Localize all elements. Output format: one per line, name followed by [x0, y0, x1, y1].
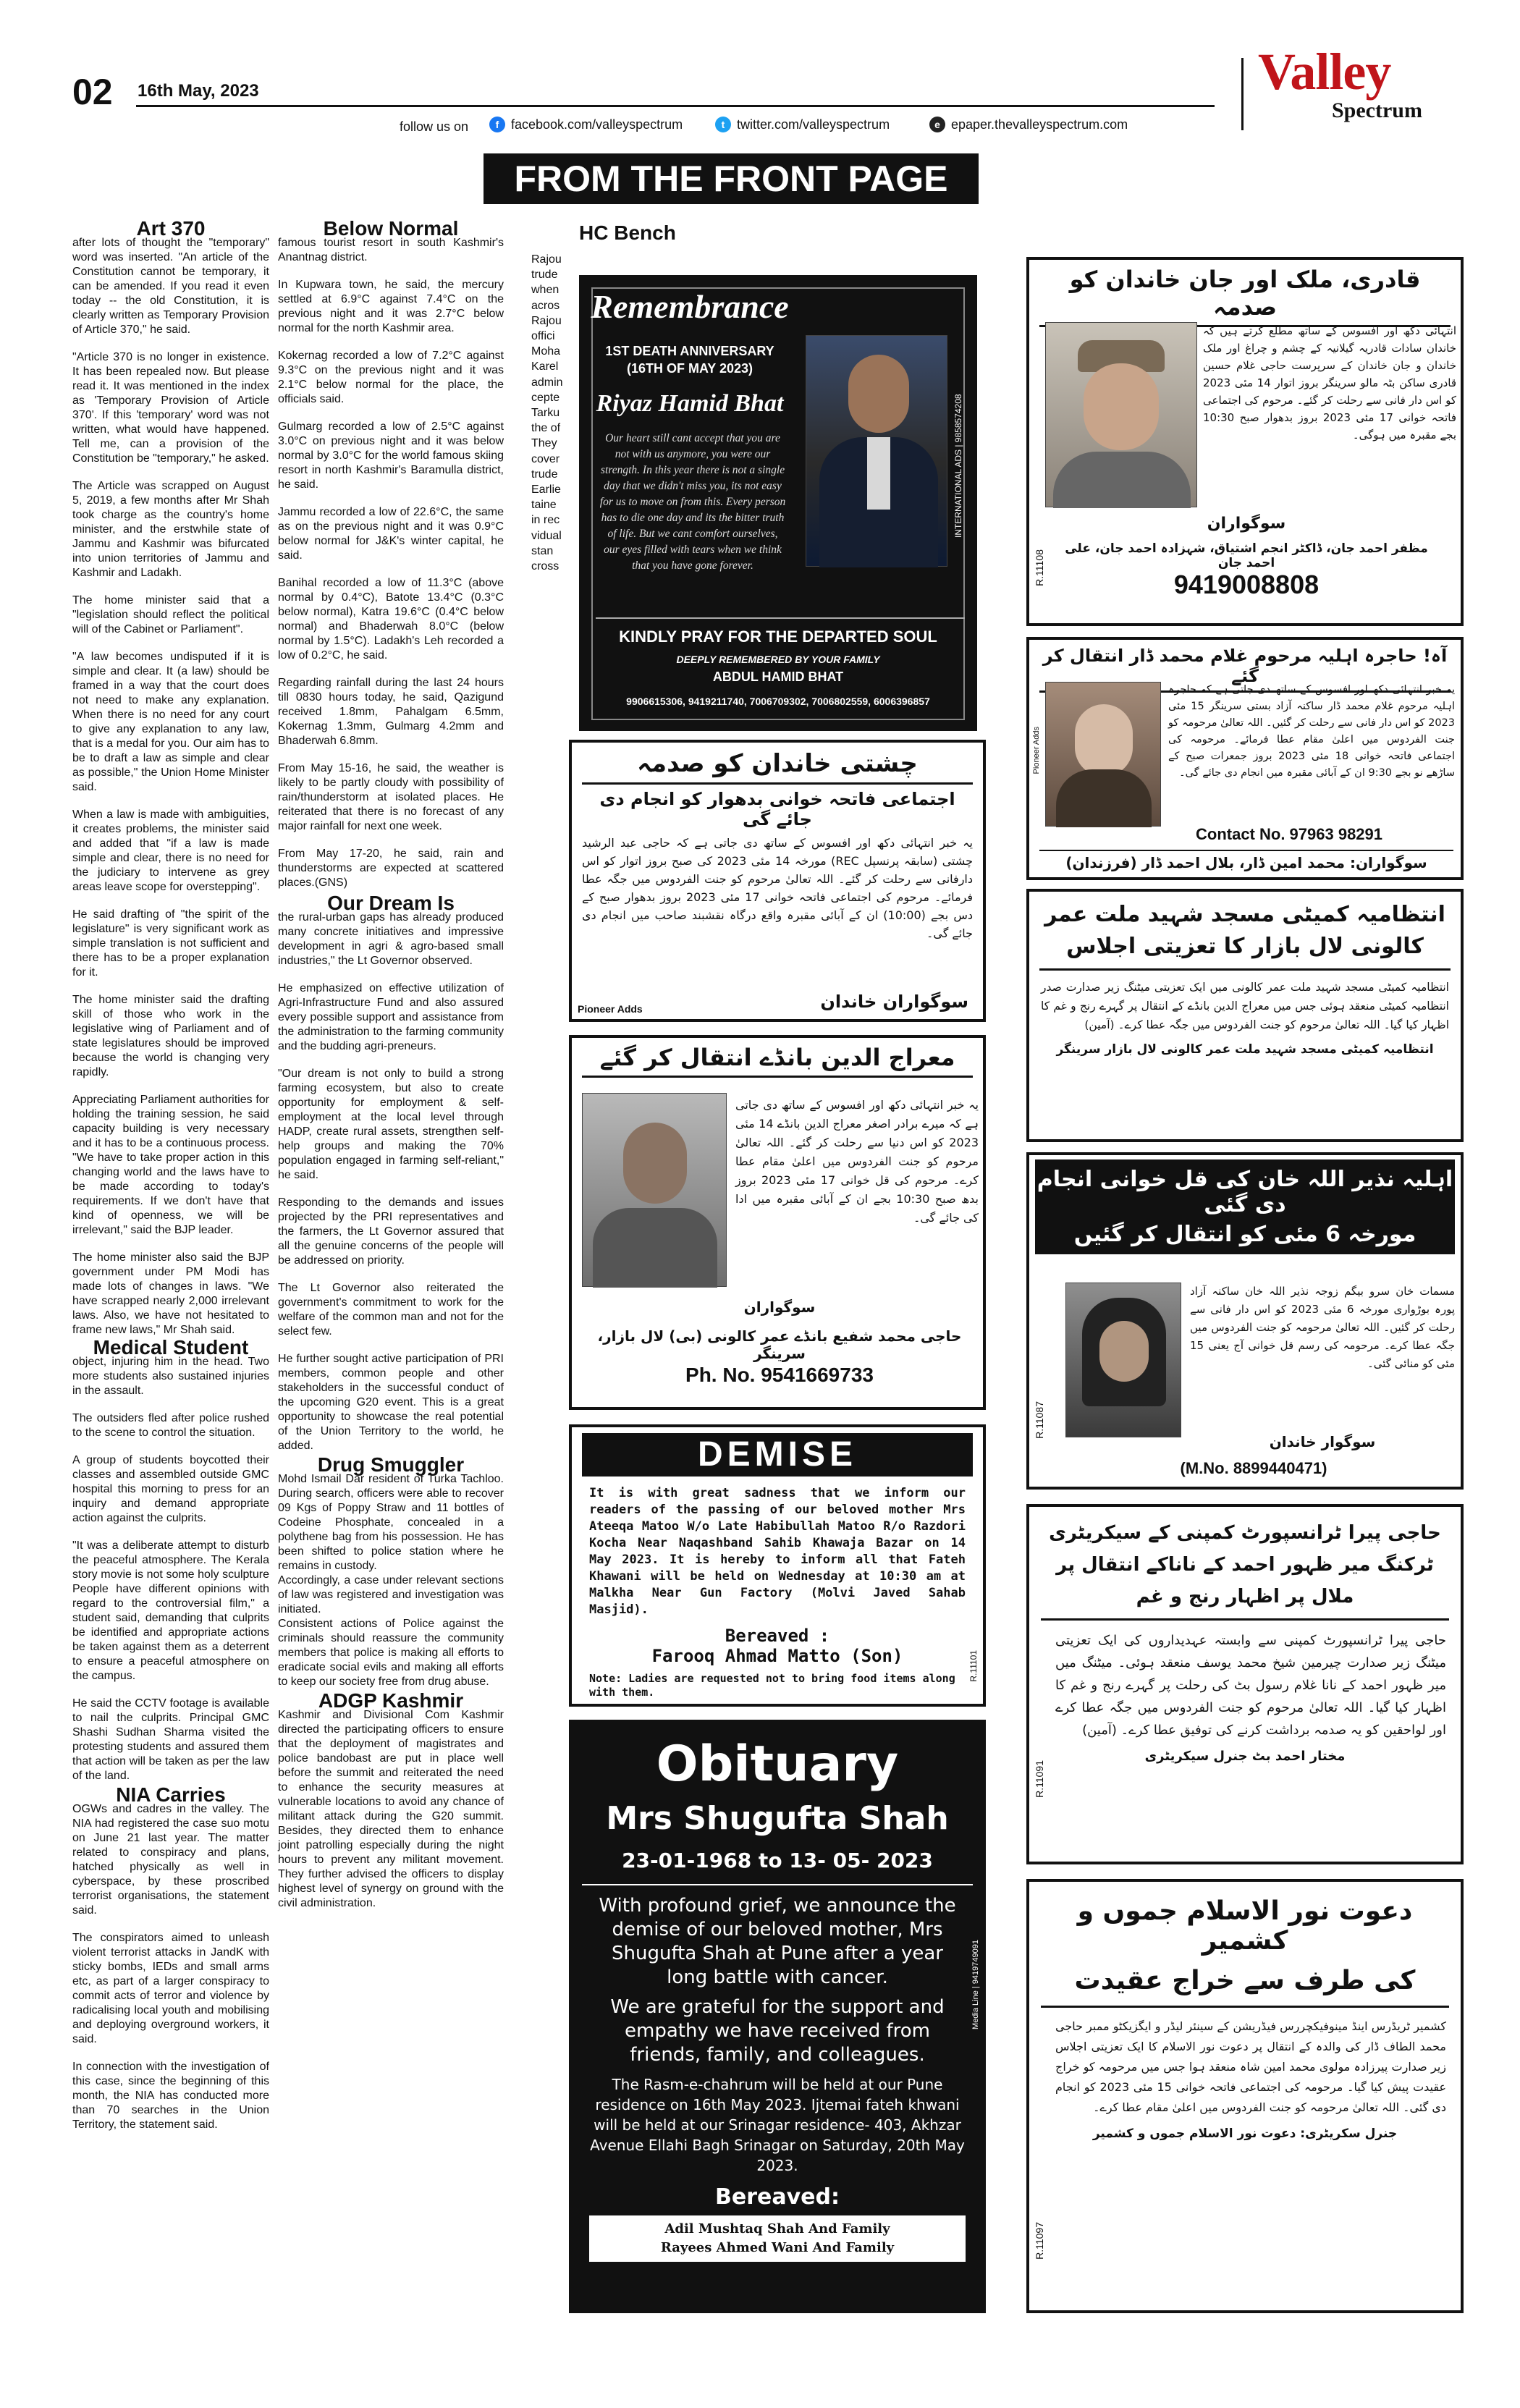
hajra-bereaved: سوگواران: محمد امین ڈار، بلال احمد ڈار (فرزندان) — [1039, 850, 1453, 871]
obituary-gratitude: We are grateful for the support and empathy we have received from friends, family, and colleagues. — [610, 1996, 945, 2066]
demise-body: It is with great sadness that we inform our readers of the passing of our beloved mother Mrs Ateeqa Matoo W/o Late Habibullah Matoo R/o Razdori Kocha Near Naqashband Sahib Khawaja Bazar on 14 May 2023. It is hereby to inform all that Fateh Khawani will be held on Wednesday at 10:30 am at Malkha Near Gun Factory (Molvi Javed Sahab Masjid). — [589, 1486, 966, 1617]
chishti-ad — [569, 740, 986, 1022]
agency-side-text: Media Line | 9419749091 — [971, 1940, 980, 2029]
text-fragment: Rajou — [531, 314, 562, 327]
article-paragraph: The home minister also said the BJP government under PM Modi has made lots of changes in laws. "We have scrapped nearly 2,000 irrelevant laws. Also, we have not hesitated to frame new laws," Mr Shah said. — [72, 1251, 269, 1336]
article-paragraph: Appreciating Parliament authorities for holding the training session, he said capacity building is very necessary and it has to be a continuous process. "We have to take proper action in this changing world and the laws have to be made according to today's requirements. If we don't have that kind of openness, we will be irrelevant," said the BJP leader. — [72, 1094, 269, 1236]
dawat-subtitle: کی طرف سے خراج عقیدت — [1041, 1966, 1449, 2008]
text-fragment: vidual — [531, 529, 562, 542]
page-number: 02 — [72, 72, 113, 112]
nazir-title-box — [1035, 1159, 1455, 1254]
chishti-bereaved: سوگواران خاندان — [820, 992, 968, 1012]
dawat-body: کشمیر ٹریڈرس اینڈ مینوفیکچررس فیڈریشن کے سینئر لیڈر و ایگزیکٹو ممبر حاجی محمد الطاف ڈار کی والدہ کے انتقال پر دعوت نور الاسلام کا ایک تعزیتی اجلاس زیر صدارت پیرزادہ مولوی محمد امین شاہ منعقد ہوا جس میں مرحومہ کو خراج عقیدت پیش کیا گیا۔ مرحومہ کی اجتماعی فاتحہ خوانی 15 مئی 2023 کو انجام دی گئی۔ اللہ تعالیٰ مرحومہ کو جنت الفردوس میں اعلیٰ مقام عطا کرے۔ — [1055, 2019, 1447, 2114]
deceased-photo — [1045, 682, 1161, 827]
text-fragment: cross — [531, 560, 560, 573]
nazir-phone: (M.No. 8899440471) — [1180, 1459, 1327, 1477]
obituary-announce: With profound grief, we announce the demise of our beloved mother, Mrs Shugufta Shah at Pune after a year long battle with cancer. — [599, 1895, 956, 1988]
headline-nia-carries: NIA Carries — [116, 1783, 226, 1806]
article-paragraph: He said the CCTV footage is available to nail the culprits. Principal GMC Shashi Sudhan Sharma visited the protesting students and assured them that action will be taken as per the law of the land. — [72, 1697, 269, 1782]
logo-divider — [1241, 58, 1244, 130]
ad-code: R.11097 — [1034, 2222, 1045, 2260]
follow-label: follow us on — [400, 119, 469, 134]
qadri-names: مظفر احمد جان، ڈاکٹر انجم اشتیاق، شہزادہ احمد جان، علی احمد جان — [1065, 541, 1428, 570]
merajuddin-address: حاجی محمد شفیع بانڈے عمر کالونی (بی) لال بازار، سرینگر — [597, 1327, 962, 1362]
article-paragraph: Jammu recorded a low of 22.6°C, the same as on the previous night and it was 0.9°C below normal for J&K's winter capital, he said. — [278, 506, 504, 562]
article-paragraph: object, injuring him in the head. Two more students also sustained injuries in the assault. — [72, 1356, 269, 1397]
chishti-title: چشتی خاندان کو صدمہ — [582, 748, 973, 785]
article-paragraph: A group of students boycotted their classes and assembled outside GMC hospital this morning to press for an inquiry and demand appropriate action against the culprits. — [72, 1454, 269, 1524]
article-paragraph: famous tourist resort in south Kashmir's Anantnag district. — [278, 237, 504, 263]
nazir-ad — [1026, 1152, 1464, 1490]
article-paragraph: He further sought active participation of PRI members, common people and other stakeholders in the successful conduct of the upcoming G20 event. This is a great opportunity to showcase the real potential of the Union Territory to the world, he added. — [278, 1353, 504, 1452]
column-3-fragments — [531, 252, 575, 574]
text-fragment: stan — [531, 544, 554, 557]
chishti-subtitle: اجتماعی فاتحہ خوانی بدھوار کو انجام دی جائے گی — [599, 789, 955, 829]
text-fragment: trude — [531, 269, 558, 282]
article-paragraph: Mohd Ismail Dar resident of Turka Tachloo. During search, officers were able to recover 09 Kgs of Poppy Straw and 11 bottles of Codeine Phosphate, concealed in a polythene bag from his possession. He has been shifted to police station where he remains in custody. — [278, 1473, 504, 1572]
obituary-name: Mrs Shugufta Shah — [606, 1800, 949, 1837]
agency-side-text: INTERNATIONAL ADS | 9858574208 — [953, 394, 963, 538]
article-paragraph: "It was a deliberate attempt to disturb the peaceful atmosphere. The Kerala story movie is not some holy sculpture People have different opinions with regard to the controversial film," a student said, demanding that culprits be identified and appropriate actions be taken against them as a deterrent to ensure a peaceful atmosphere on the campus. — [72, 1539, 269, 1682]
merajuddin-bereaved: سوگواران — [743, 1298, 816, 1316]
headline-adgp-kashmir: ADGP Kashmir — [318, 1689, 464, 1712]
article-paragraph: The Lt Governor also reiterated the government's commitment to work for the welfare of the common man and not for the select few. — [278, 1282, 504, 1338]
bereaved-label: Bereaved : — [725, 1626, 830, 1646]
deceased-photo — [806, 335, 947, 567]
obituary-bereaved-2: Rayees Ahmed Wani And Family — [660, 2240, 895, 2255]
issue-date: 16th May, 2023 — [138, 81, 259, 101]
text-fragment: Karel — [531, 360, 559, 373]
headline-hc-bench: HC Bench — [579, 221, 676, 244]
article-paragraph: the rural-urban gaps has already produced many concrete initiatives and impressive development in agri & agro-based small industries," the Lt Governor observed. — [278, 911, 504, 967]
text-fragment: offici — [531, 330, 555, 343]
demise-ad — [569, 1424, 986, 1707]
nazir-subtitle: مورخہ 6 مئی کو انتقال کر گئیں — [1073, 1222, 1416, 1247]
nazir-bereaved: سوگوار خاندان — [1269, 1433, 1376, 1450]
agency-side-text: Pioneer Adds — [1032, 727, 1041, 774]
text-fragment: Moha — [531, 345, 561, 358]
pray-line: KINDLY PRAY FOR THE DEPARTED SOUL — [619, 628, 937, 646]
column-1 — [72, 217, 269, 2145]
article-paragraph: In connection with the investigation of this case, since the beginning of this month, the NIA has conducted more than 70 searches in the Union Territory, the statement said. — [72, 2061, 269, 2131]
anniversary-date: (16TH OF MAY 2023) — [626, 361, 753, 376]
epaper-url[interactable]: epaper.thevalleyspectrum.com — [951, 117, 1128, 132]
globe-icon: e — [929, 117, 945, 132]
text-fragment: cepte — [531, 391, 560, 404]
obituary-bereaved-1: Adil Mushtaq Shah And Family — [664, 2221, 890, 2236]
qadri-bereaved: سوگواران — [1207, 515, 1286, 533]
demise-note: Note: Ladies are requested not to bring food items along with them. — [589, 1672, 955, 1699]
text-fragment: They — [531, 437, 557, 450]
article-paragraph: From May 15-16, he said, the weather is likely to be partly cloudy with possibility of rain/thunderstorm at isolated places. He reiterated that there is no forecast of any major rainfall for next one week. — [278, 762, 504, 832]
article-paragraph: Kokernag recorded a low of 7.2°C against 9.3°C on the previous night and it was 2.1°C below normal for the place, the officials said. — [278, 350, 504, 405]
ad-code: R.11091 — [1034, 1760, 1045, 1798]
text-fragment: Rajou — [531, 253, 562, 266]
ad-code: R.11108 — [1034, 549, 1045, 586]
obituary-dates: 23-01-1968 to 13- 05- 2023 — [622, 1849, 933, 1872]
article-paragraph: Kashmir and Divisional Com Kashmir directed the participating officers to ensure that the deployment of magistrates and police bandobast are put in place well before the summit and reiterated the need to enhance the security measures at vulnerable locations to avoid any chance of militant attack during the G20 summit. Besides, they directed them to enhance joint patrolling especially during the night hours to prevent any militant movement. They further advised the officers to display highest level of synergy on ground with the civil administration. — [278, 1709, 504, 1909]
article-paragraph: The conspirators aimed to unleash violent terrorist attacks in JandK with sticky bombs, IEDs and small arms etc, as part of a larger conspiracy to commit acts of terror and violence by radicalising local youth and mobilising and deploying overground workers, it said. — [72, 1932, 269, 2045]
demise-title: DEMISE — [582, 1433, 973, 1477]
article-paragraph: Consistent actions of Police against the criminals should reassure the community members that police is making all efforts to eradicate social evils and making all efforts to keep our society free from drug abuse. — [278, 1618, 504, 1688]
qadri-phone: 9419008808 — [1173, 570, 1320, 599]
text-fragment: cover — [531, 452, 560, 465]
article-paragraph: OGWs and cadres in the valley. The NIA had registered the case suo motu on June 21 last year. The matter related to conspiracy and plans, hatched physically as well in cyberspace, by these proscribed terrorist organisations, the statement said. — [72, 1803, 269, 1917]
twitter-icon: t — [715, 117, 731, 132]
merajuddin-title: معراج الدین بانڈے انتقال کر گئے — [582, 1044, 973, 1078]
bereaved-label: Bereaved: — [715, 2184, 840, 2210]
article-paragraph: When a law is made with ambiguities, it creates problems, the minister said and added that "if a law is made simple and clear, there is no need for the judiciary to intervene as grey areas leave scope for overstepping". — [72, 808, 269, 893]
article-paragraph: He said drafting of "the spirit of the legislature" is very significant work as simple translation is not sufficient and there has to be a proper explanation for it. — [72, 908, 269, 979]
article-paragraph: From May 17-20, he said, rain and thunderstorms are expected at scattered places.(GNS) — [278, 848, 504, 889]
qadri-title: قادری، ملک اور جان خاندان کو صدمہ — [1039, 266, 1451, 327]
logo-spectrum: Spectrum — [1332, 98, 1422, 122]
article-paragraph: Responding to the demands and issues projected by the PRI representatives and the farmers, the Lt Governor assured that all the genuine concerns of the people will be addressed on priority. — [278, 1196, 504, 1267]
facebook-icon: f — [489, 117, 505, 132]
merajuddin-ad — [569, 1035, 986, 1410]
headline-below-normal: Below Normal — [323, 217, 459, 240]
dawat-ad — [1026, 1879, 1464, 2313]
contact-phones: 9906615306, 9419211740, 7006709302, 7006802559, 6006396857 — [626, 696, 930, 707]
ad-code: R.11087 — [1034, 1401, 1045, 1439]
text-fragment: when — [531, 284, 560, 297]
article-paragraph: Accordingly, a case under relevant sections of law was registered and investigation was initiated. — [278, 1574, 504, 1615]
masjid-sign: انتظامیہ کمیٹی مسجد شہید ملت عمر کالونی لال بازار سرینگر — [1056, 1042, 1434, 1057]
deceased-photo — [1045, 322, 1197, 507]
agency-name: Pioneer Adds — [578, 1003, 643, 1015]
headline-our-dream-is: Our Dream Is — [327, 892, 455, 914]
anniversary-label: 1ST DEATH ANNIVERSARY — [605, 344, 774, 358]
hajra-body: یہ خبر انتہائی دکھ اور افسوس کے ساتھ دی جاتی ہے کہ حاجرہ اہلیہ مرحوم غلام محمد ڈار ساکنہ آزاد بستی سرینگر 15 مئی 2023 کو اس دار فانی سے رحلت کر گئیں۔ اللہ تعالیٰ مرحومہ کو جنت الفردوس میں اعلیٰ مقام عطا فرمائے۔ مرحومہ کی اجتماعی فاتحہ خوانی 18 مئی 2023 بروز جمعرات صبح کے ساڑھے نو بجے 9:30 ان کے آبائی مقبرہ میں انجام دی جائے گی۔ — [1168, 684, 1456, 779]
twitter-url[interactable]: twitter.com/valleyspectrum — [737, 117, 890, 132]
text-fragment: taine — [531, 499, 557, 512]
hajra-contact: Contact No. 97963 98291 — [1196, 825, 1383, 843]
hajra-ad — [1026, 637, 1464, 880]
chishti-body: یہ خبر انتہائی دکھ اور افسوس کے ساتھ دی جاتی ہے کہ حاجی عبد الرشید چشتی (سابقہ پرنسپل REC) مورخہ 14 مئی 2023 کی صبح بروز اتوار کو اس دارفانی سے رحلت کر گئے۔ اللہ تعالیٰ مرحوم کو جنت الفردوس میں جگہ عطا فرمائے۔ مرحوم کی اجتماعی فاتحہ خوانی 17 مئی 2023 بروز بدھوار صبح کے دس بجے (10:00) ان کے آبائی مقبرہ واقع درگاہ نقشبند صاحب میں انجام دی جائے گی۔ — [582, 836, 974, 940]
masjid-ad — [1026, 889, 1464, 1142]
text-fragment: the of — [531, 422, 561, 435]
haji-pira-title: حاجی پیرا ٹرانسپورٹ کمپنی کے سیکریٹری ٹرکنگ میر ظہور احمد کے ناناکے انتقال پر ملال پر اظہار رنج و غم — [1041, 1517, 1449, 1621]
date-bar — [136, 80, 1215, 107]
demise-bereaved: Farooq Ahmad Matto (Son) — [651, 1646, 903, 1666]
merajuddin-body: یہ خبر انتہائی دکھ اور افسوس کے ساتھ دی جاتی ہے کہ میرے برادر اصغر معراج الدین بانڈے 14 مئی 2023 کو اس دنیا سے رحلت کر گئے۔ اللہ تعالیٰ مرحوم کو جنت الفردوس میں اعلیٰ مقام عطا کرے۔ مرحوم کی قل خوانی 17 مئی 2023 بروز بدھ صبح 10:30 بجے ان کے آبائی مقبرہ میں ادا کی جائے گی۔ — [735, 1098, 979, 1225]
hajra-title: آہ! حاجرہ اہلیہ مرحوم غلام محمد ڈار انتقال کر گئے — [1039, 646, 1451, 693]
deceased-photo — [1065, 1283, 1181, 1437]
epaper-link[interactable] — [929, 117, 1128, 132]
deceased-name: Riyaz Hamid Bhat — [596, 390, 784, 417]
nazir-title: اہلیہ نذیر اللہ خان کی قل خوانی انجام دی گئی — [1036, 1167, 1453, 1217]
qadri-body: انتہائی دکھ اور افسوس کے ساتھ مطلع کرتے ہیں کہ خاندان سادات قادریہ گیلانیہ کے چشم و چراغ اور ملک خاندان و جان خاندان کے سرپرست حاجی غلام حسین قادری ساکن بٹہ مالو سرینگر بروز اتوار 14 مئی 2023 کو اس دار فانی سے رحلت کر گئے۔ مرحوم کی اجتماعی فاتحہ خوانی 17 مئی 2023 بروز بدھوار صبح 10:30 بجے مقبرہ میں ہوگی۔ — [1203, 324, 1456, 442]
dawat-sign: جنرل سکریٹری: دعوت نور الاسلام جموں و کشمیر — [1092, 2126, 1398, 2141]
remembered-by: DEEPLY REMEMBERED BY YOUR FAMILY — [676, 654, 880, 665]
dawat-title: دعوت نور الاسلام جموں و کشمیر — [1077, 1896, 1413, 1956]
remembered-by-name: ABDUL HAMID BHAT — [712, 669, 844, 684]
remembrance-title: Remembrance — [591, 288, 789, 325]
haji-pira-ad — [1026, 1504, 1464, 1864]
headline-drug-smuggler: Drug Smuggler — [317, 1453, 465, 1476]
nazir-body: مسمات خان سرو بیگم زوجہ نذیر اللہ خان ساکنہ آزاد پورہ بوڑواری مورخہ 6 مئی 2023 کو اس دار فانی سے رحلت کر گئیں۔ اللہ تعالیٰ مرحومہ کو جنت الفردوس میں جگہ عطا کرے۔ مرحومہ کی رسم قل خوانی آج یعنی 15 مئی کو منائی گئی۔ — [1190, 1285, 1455, 1370]
article-paragraph: The Article was scrapped on August 5, 2019, a few months after Mr Shah took charge as the country's home minister, and the erstwhile state of Jammu and Kashmir was bifurcated into union territories of Jammu and Kashmir and Ladakh. — [72, 480, 269, 579]
article-paragraph: The outsiders fled after police rushed to the scene to control the situation. — [72, 1412, 269, 1439]
headline-art-370: Art 370 — [136, 217, 206, 240]
article-paragraph: The home minister said the drafting skill of those who work in the legislative wing of Parliament and of state legislatures should be improved because the world is changing very rapidly. — [72, 994, 269, 1078]
article-paragraph: In Kupwara town, he said, the mercury settled at 6.9°C against 7.4°C on the previous night and it was 2.7°C below normal for the north Kashmir area. — [278, 279, 504, 334]
text-fragment: trude — [531, 468, 558, 481]
article-paragraph: after lots of thought the "temporary" word was inserted. "An article of the Constitution cannot be temporary, it can be amended. If you read it even today -- the old Constitution, it is clearly written as Temporary Provision of Article 370," he said. — [72, 237, 269, 336]
article-paragraph: "Article 370 is no longer in existence. It has been repealed now. But please read it. It was mentioned in the index as 'Temporary Provision of Article 370'. If this 'temporary' word was not written, what would have happened. Tell me, can a provision of the Constitution be "temporary," he asked. — [72, 351, 269, 465]
text-fragment: Tarku — [531, 407, 560, 420]
text-fragment: Earlie — [531, 483, 561, 497]
ad-code: R.11101 — [968, 1650, 979, 1682]
qadri-ad — [1026, 257, 1464, 626]
text-fragment: in rec — [531, 514, 560, 527]
obituary-schedule: The Rasm-e-chahrum will be held at our Pune residence on 16th May 2023. Ijtemai fateh khwani will be held at our Srinagar residence- 403, Akhzar Avenue Ellahi Bagh Srinagar on Saturday, 20th May 2023. — [590, 2076, 965, 2174]
obituary-bereaved-box — [589, 2215, 966, 2262]
article-paragraph: Gulmarg recorded a low of 2.5°C against 3.0°C on previous night and it was below normal by 3.0°C for the world famous skiing resort in north Kashmir's Baramulla district, he said. — [278, 421, 504, 491]
article-paragraph: The home minister said that a "legislation should reflect the political will of the Cabinet or Parliament". — [72, 594, 269, 635]
facebook-link[interactable] — [489, 117, 683, 132]
masjid-title: انتظامیہ کمیٹی مسجد شہید ملت عمر کالونی لال بازار کا تعزیتی اجلاس — [1039, 899, 1451, 971]
remembrance-ad — [579, 275, 977, 731]
text-fragment: admin — [531, 376, 563, 389]
column-2 — [278, 217, 504, 1924]
facebook-url[interactable]: facebook.com/valleyspectrum — [511, 117, 683, 132]
masjid-body: انتظامیہ کمیٹی مسجد شہید ملت عمر کالونی میں ایک تعزیتی میٹنگ زیر صدارت صدر انتظامیہ کمیٹی منعقد ہوئی جس میں معراج الدین بانڈے کے انتقال پر گہرے رنج و غم کا اظہار کیا گیا۔ اللہ تعالیٰ مرحوم کو جنت الفردوس میں جگہ عطا کرے۔ (آمین) — [1041, 981, 1449, 1031]
text-fragment: acros — [531, 299, 560, 312]
remembrance-poem: Our heart still cant accept that you are not with us anymore, you were our strength. In this year there is not a single day that we didn't miss you, its not easy for us to move on from this. Every person has to die one day and its the bitter truth of life. But we cant comfort ourselves, our eyes filled with tears when we think that you have gone forever. — [599, 432, 786, 572]
haji-pira-body: حاجی پیرا ٹرانسپورٹ کمپنی سے وابستہ عہدیداروں کی ایک تعزیتی میٹنگ زیر صدارت چیرمین شیخ محمد یوسف منعقد ہوئی۔ میٹنگ میں میر ظہور احمد کے نانا غلام رسول بٹ کی رحلت پر گہرے رنج و غم کا اظہار کیا گیا۔ اللہ تعالیٰ مرحوم کو جنت الفردوس میں جگہ عطا کرے اور لواحقین کو یہ صدمہ برداشت کرنے کی توفیق عطا کرے۔ (آمین) — [1055, 1633, 1446, 1738]
deceased-photo — [582, 1093, 727, 1287]
article-paragraph: Banihal recorded a low of 11.3°C (above normal by 0.4°C), Batote 13.4°C (0.3°C below normal), Katra 19.6°C (0.4°C below normal) and Bhaderwah 8.0°C (below normal by 1.5°C). Ladakh's Leh recorded a low of 0.2°C, he said. — [278, 577, 504, 662]
article-paragraph: He emphasized on effective utilization of Agri-Infrastructure Fund and also assured every possible support and assistance from the administration to the farming community and the budding agri-preneurs. — [278, 982, 504, 1052]
article-paragraph: Regarding rainfall during the last 24 hours till 0830 hours today, he said, Qazigund received 1.8mm, Pahalgam 6.5mm, Kokernag 1.3mm, Gulmarg 4.2mm and Bhaderwah 6.8mm. — [278, 677, 504, 747]
article-paragraph: "A law becomes undisputed if it is simple and clear. It (a law) should be framed in a way that the court does not need to make any explanation. When there is no need for any court to give any explanation to any law, that is a medal for you. Our aim has to be to draft a law as simple and clear as possible," the Union Home Minister said. — [72, 651, 269, 793]
section-banner: FROM THE FRONT PAGE — [484, 153, 979, 204]
obituary-ad — [569, 1720, 986, 2313]
merajuddin-phone: Ph. No. 9541669733 — [685, 1364, 874, 1386]
obituary-title: Obituary — [656, 1736, 899, 1793]
logo-valley: Valley — [1258, 43, 1391, 101]
headline-medical-student: Medical Student — [93, 1336, 249, 1359]
haji-pira-sign: مختار احمد بٹ جنرل سیکریٹری — [1144, 1749, 1346, 1764]
article-paragraph: "Our dream is not only to build a strong farming ecosystem, but also to create opportunity for employment & self-employment at the local level through HADP, create rural assets, strengthen self-help groups and making the 70% population engaged in farming self-reliant," he said. — [278, 1068, 504, 1181]
twitter-link[interactable] — [715, 117, 890, 132]
